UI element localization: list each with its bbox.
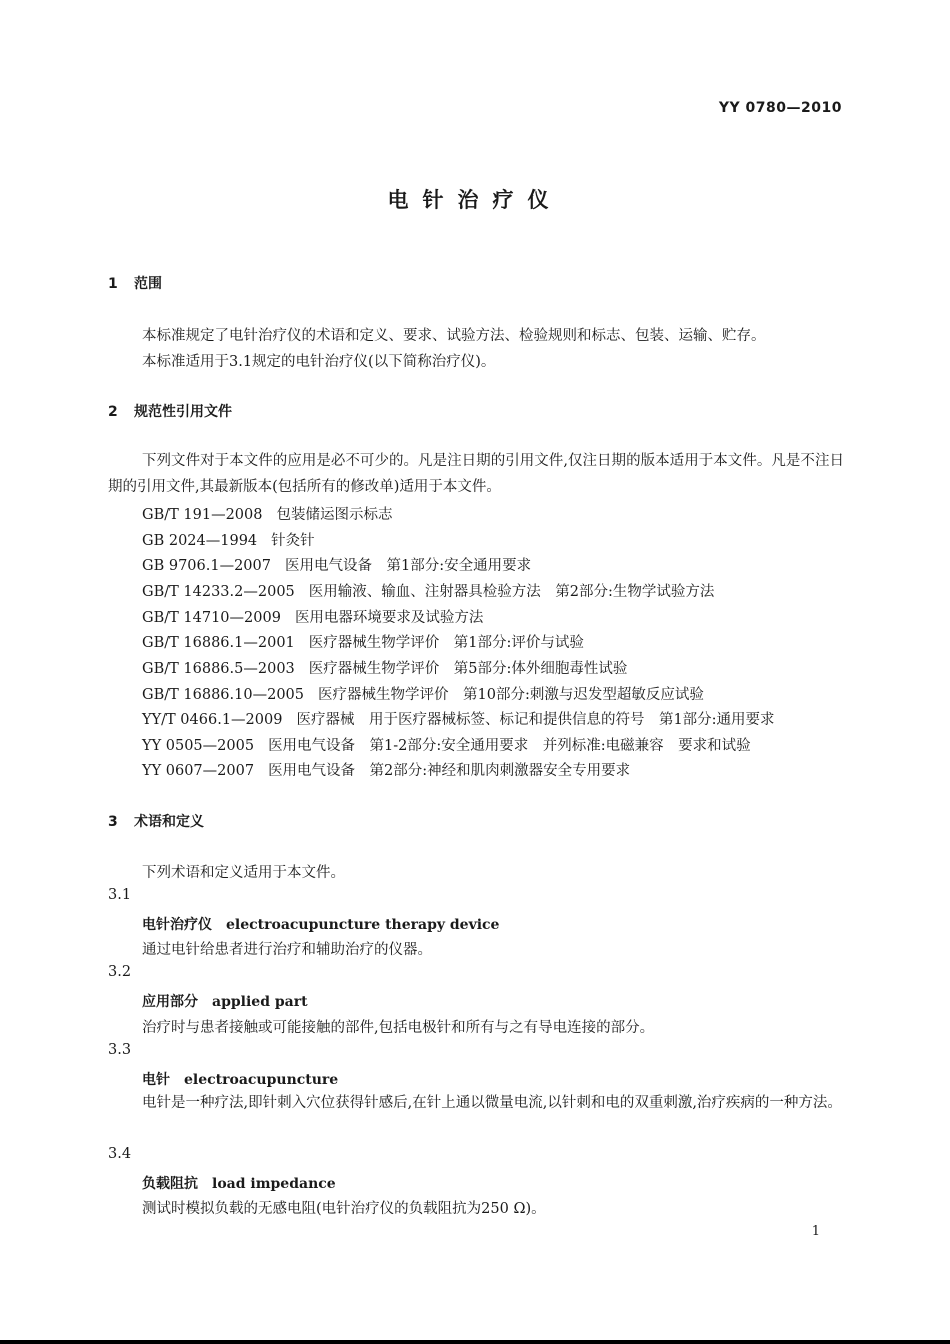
reference-item: [142, 734, 751, 755]
term-chinese: 电针治疗仪: [142, 917, 212, 933]
reference-code: YY 0505—2005: [142, 738, 255, 754]
section-title: 范围: [134, 276, 162, 292]
scope-paragraph-2: 本标准适用于3.1规定的电针治疗仪(以下简称治疗仪)。: [142, 354, 496, 370]
section-number: 1: [108, 276, 118, 292]
term-number: 3.4: [108, 1146, 132, 1162]
section-1-heading: [108, 273, 162, 293]
term-label: [142, 991, 308, 1011]
term-number: 3.1: [108, 887, 132, 903]
reference-item: [142, 683, 704, 704]
term-label: [142, 1173, 336, 1193]
reference-item: [142, 606, 483, 627]
terms-intro: 下列术语和定义适用于本文件。: [142, 865, 345, 881]
bottom-edge-rule: [0, 1340, 950, 1344]
reference-item: [142, 657, 627, 678]
reference-code: YY 0607—2007: [142, 763, 255, 779]
reference-name: 医用电气设备 第2部分:神经和肌肉刺激器安全专用要求: [268, 763, 631, 779]
term-label: [142, 914, 499, 934]
term-definition: 通过电针给患者进行治疗和辅助治疗的仪器。: [142, 942, 432, 958]
reference-name: 医用电器环境要求及试验方法: [294, 610, 484, 626]
term-definition: 测试时模拟负载的无感电阻(电针治疗仪的负载阻抗为250 Ω)。: [142, 1201, 546, 1217]
standard-number: YY 0780—2010: [718, 100, 842, 116]
term-number: 3.3: [108, 1042, 132, 1058]
term-chinese: 电针: [142, 1072, 170, 1088]
reference-name: 医用电气设备 第1-2部分:安全通用要求 并列标准:电磁兼容 要求和试验: [268, 738, 751, 754]
term-english: applied part: [212, 994, 308, 1010]
reference-code: YY/T 0466.1—2009: [142, 712, 283, 728]
reference-item: [142, 554, 531, 575]
reference-code: GB/T 191—2008: [142, 507, 263, 523]
term-label: [142, 1069, 338, 1089]
reference-code: GB/T 14233.2—2005: [142, 584, 295, 600]
reference-name: 医疗器械生物学评价 第1部分:评价与试验: [308, 635, 584, 651]
reference-item: [142, 580, 714, 601]
section-2-heading: [108, 401, 232, 421]
section-number: 3: [108, 814, 118, 830]
term-definition: 治疗时与患者接触或可能接触的部件,包括电极针和所有与之有导电连接的部分。: [142, 1020, 655, 1036]
reference-item: [142, 503, 392, 524]
scope-paragraph-1: 本标准规定了电针治疗仪的术语和定义、要求、试验方法、检验规则和标志、包装、运输、贮存。: [142, 328, 766, 344]
reference-name: 医疗器械生物学评价 第10部分:刺激与迟发型超敏反应试验: [318, 687, 704, 703]
reference-code: GB 2024—1994: [142, 533, 258, 549]
reference-code: GB/T 16886.10—2005: [142, 687, 304, 703]
term-definition: 电针是一种疗法,即针刺入穴位获得针感后,在针上通以微量电流,以针刺和电的双重刺激,治疗疾病的一种方法。: [142, 1095, 842, 1111]
reference-code: GB 9706.1—2007: [142, 558, 271, 574]
reference-item: [142, 759, 630, 780]
reference-name: 针灸针: [271, 533, 315, 549]
references-intro: 下列文件对于本文件的应用是必不可少的。凡是注日期的引用文件,仅注日期的版本适用于本文件。凡是不注日期的引用文件,其最新版本(包括所有的修改单)适用于本文件。: [108, 453, 844, 495]
document-title: 电针治疗仪: [387, 188, 563, 212]
reference-item: [142, 631, 584, 652]
reference-name: 医疗器械 用于医疗器械标签、标记和提供信息的符号 第1部分:通用要求: [296, 712, 775, 728]
reference-code: GB/T 14710—2009: [142, 610, 281, 626]
term-english: electroacupuncture therapy device: [226, 917, 500, 933]
term-english: load impedance: [212, 1176, 336, 1192]
reference-item: [142, 529, 315, 550]
reference-name: 医疗器械生物学评价 第5部分:体外细胞毒性试验: [308, 661, 628, 677]
term-number: 3.2: [108, 964, 132, 980]
section-number: 2: [108, 404, 118, 420]
term-english: electroacupuncture: [184, 1072, 339, 1088]
reference-name: 包装储运图示标志: [276, 507, 393, 523]
section-title: 规范性引用文件: [134, 404, 232, 420]
reference-code: GB/T 16886.1—2001: [142, 635, 295, 651]
section-3-heading: [108, 811, 204, 831]
reference-code: GB/T 16886.5—2003: [142, 661, 295, 677]
term-chinese: 负载阻抗: [142, 1176, 198, 1192]
section-title: 术语和定义: [134, 814, 204, 830]
reference-name: 医用电气设备 第1部分:安全通用要求: [285, 558, 532, 574]
term-chinese: 应用部分: [142, 994, 198, 1010]
reference-item: [142, 708, 775, 729]
page-number: 1: [811, 1224, 820, 1239]
reference-name: 医用输液、输血、注射器具检验方法 第2部分:生物学试验方法: [308, 584, 715, 600]
